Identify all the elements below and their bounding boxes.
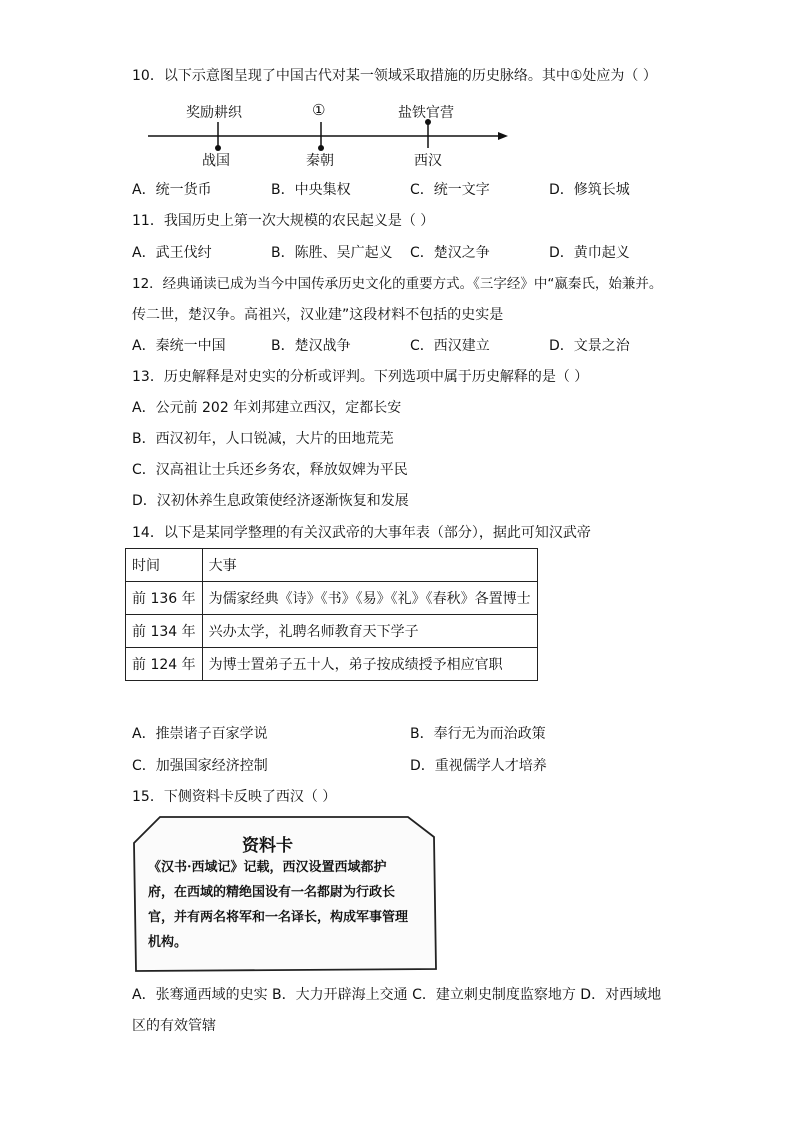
q12-option-a[interactable]: A．秦统一中国 xyxy=(132,338,226,354)
q14-option-a[interactable]: A．推崇诸子百家学说 xyxy=(132,726,268,742)
table-row xyxy=(126,648,538,681)
timeline-bottom-label-2: 秦朝 xyxy=(306,153,334,169)
q15-stem: 15．下侧资料卡反映了西汉（ ） xyxy=(132,789,337,805)
q15-options-line1[interactable]: A．张骞通西域的史实 B．大力开辟海上交通 C．建立刺史制度监察地方 D．对西域地 xyxy=(132,987,662,1003)
q12-stem-line2: 传二世，楚汉争。高祖兴，汉业建”这段材料不包括的史实是 xyxy=(132,307,504,323)
q14-option-b[interactable]: B．奉行无为而治政策 xyxy=(410,726,546,742)
q14-option-c[interactable]: C．加强国家经济控制 xyxy=(132,758,268,774)
table-row xyxy=(126,582,538,615)
timeline-bottom-label-1: 战国 xyxy=(202,153,230,169)
timeline-dot-2 xyxy=(318,145,324,151)
q10-option-c[interactable]: C．统一文字 xyxy=(410,182,490,198)
q12-stem-line1: 12．经典诵读已成为当今中国传承历史文化的重要方式。《三字经》中“嬴秦氏，始兼并。 xyxy=(132,276,663,292)
timeline-dot-1 xyxy=(215,145,221,151)
q13-option-c[interactable]: C．汉高祖让士兵还乡务农，释放奴婢为平民 xyxy=(132,462,408,478)
q10-option-b[interactable]: B．中央集权 xyxy=(271,182,351,198)
q11-stem: 11．我国历史上第一次大规模的农民起义是（ ） xyxy=(132,213,435,229)
q13-stem: 13．历史解释是对史实的分析或评判。下列选项中属于历史解释的是（ ） xyxy=(132,369,589,385)
table-cell-event: 为博士置弟子五十人，弟子按成绩授予相应官职 xyxy=(202,648,537,681)
table-cell-time: 前 134 年 xyxy=(126,615,203,648)
timeline-bottom-label-3: 西汉 xyxy=(414,153,442,169)
q14-option-d[interactable]: D．重视儒学人才培养 xyxy=(410,758,547,774)
timeline-top-label-2: ① xyxy=(312,101,326,119)
table-row xyxy=(126,615,538,648)
material-card-title: 资料卡 xyxy=(242,836,293,856)
q12-option-d[interactable]: D．文景之治 xyxy=(549,338,630,354)
q12-option-c[interactable]: C．西汉建立 xyxy=(410,338,490,354)
material-card xyxy=(130,813,442,975)
q13-option-a[interactable]: A．公元前 202 年刘邦建立西汉，定都长安 xyxy=(132,400,402,416)
table-cell-time: 前 136 年 xyxy=(126,582,203,615)
table-header-row xyxy=(126,549,538,582)
timeline-top-label-3: 盐铁官营 xyxy=(398,105,454,121)
q11-option-d[interactable]: D．黄巾起义 xyxy=(549,245,630,261)
q10-stem: 10．以下示意图呈现了中国古代对某一领域采取措施的历史脉络。其中①处应为（ ） xyxy=(132,68,657,84)
q13-option-d[interactable]: D．汉初休养生息政策使经济逐渐恢复和发展 xyxy=(132,493,409,509)
q12-option-b[interactable]: B．楚汉战争 xyxy=(271,338,351,354)
q10-option-d[interactable]: D．修筑长城 xyxy=(549,182,630,198)
events-table xyxy=(125,548,538,681)
table-header-event: 大事 xyxy=(202,549,537,582)
table-cell-event: 兴办太学，礼聘名师教育天下学子 xyxy=(202,615,537,648)
q11-option-c[interactable]: C．楚汉之争 xyxy=(410,245,490,261)
timeline-diagram xyxy=(0,100,794,160)
timeline-top-label-1: 奖励耕织 xyxy=(186,105,242,121)
table-cell-time: 前 124 年 xyxy=(126,648,203,681)
table-cell-event: 为儒家经典《诗》《书》《易》《礼》《春秋》各置博士 xyxy=(202,582,537,615)
q15-options-line2[interactable]: 区的有效管辖 xyxy=(132,1018,216,1034)
material-card-text: 《汉书·西域记》记载，西汉设置西域都护 府，在西域的精绝国设有一名都尉为行政长 官，并有两名将军和一名译长，构成军事管理 机构。 xyxy=(148,860,409,950)
q10-option-a[interactable]: A．统一货币 xyxy=(132,182,212,198)
q14-stem: 14．以下是某同学整理的有关汉武帝的大事年表（部分），据此可知汉武帝 xyxy=(132,525,591,541)
q11-option-b[interactable]: B．陈胜、吴广起义 xyxy=(271,245,393,261)
q11-option-a[interactable]: A．武王伐纣 xyxy=(132,245,212,261)
table-header-time: 时间 xyxy=(126,549,203,582)
q13-option-b[interactable]: B．西汉初年，人口锐减，大片的田地荒芜 xyxy=(132,431,394,447)
timeline-arrow xyxy=(498,132,508,140)
